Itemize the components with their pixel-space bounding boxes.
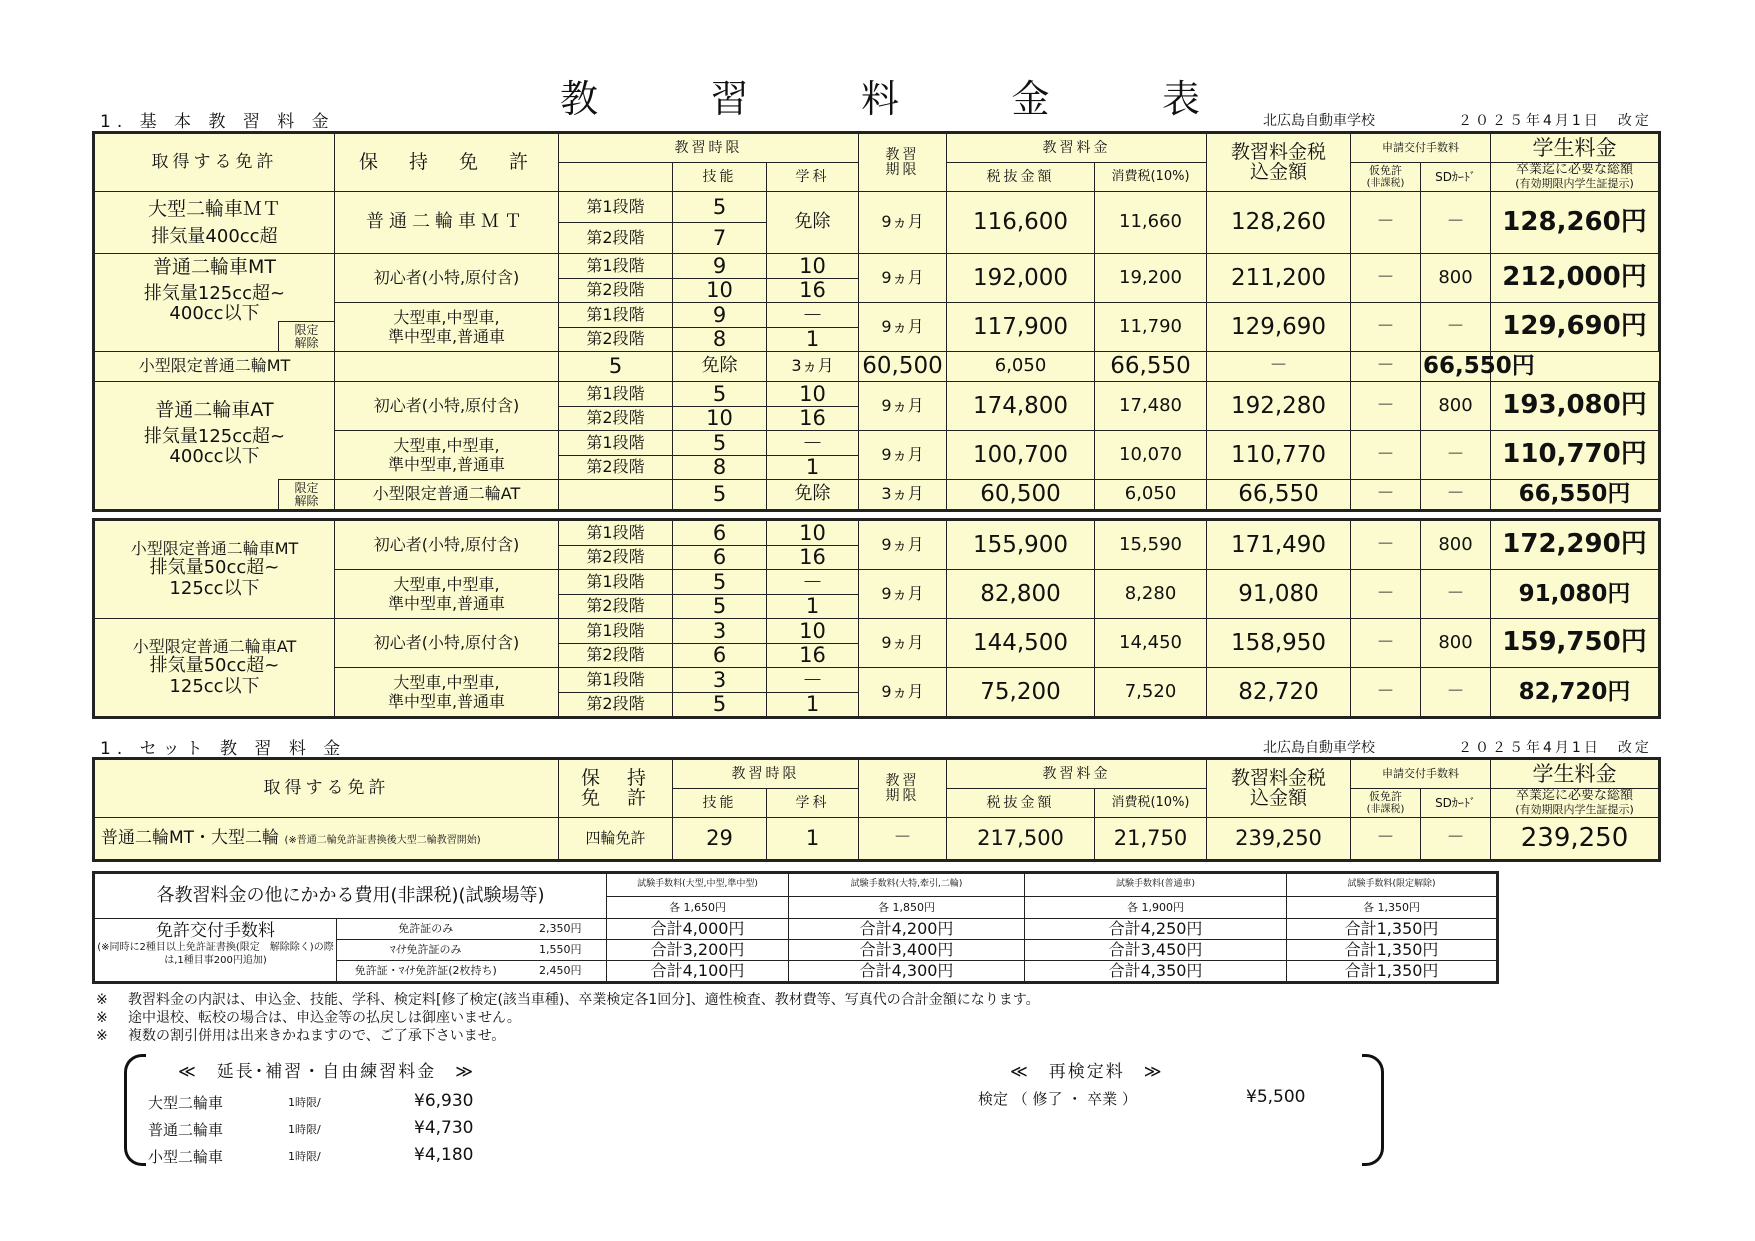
tax-incl: 110,770 [1207,431,1351,480]
stage-2: 第2段階 [559,223,673,254]
issue-fee-label: 免許交付手数料 [156,921,275,941]
note-mark: ※ [96,1028,108,1044]
held-license: 小型限定普通二輪MT [95,352,335,382]
exam-fee-name: 試験手数料(大型,中型,準中型) [607,874,789,897]
set-license-name: 普通二輪MT・大型二輪 [101,827,280,848]
license-cc: 400cc以下 [169,445,260,467]
header-fee: 教習料金 [947,760,1207,789]
stage-1: 第1段階 [559,254,673,279]
tax: 14,450 [1095,619,1207,668]
revision-date: ２０２５年4月1日 改定 [1458,113,1652,129]
temp-fee: － [1351,570,1421,619]
table-row [95,818,1659,860]
skill-hours: 8 [673,456,767,480]
academic-hours: － [767,431,859,456]
reexam-title: ≪ 再検定料 ≫ [1010,1062,1164,1082]
title-char: 習 [710,77,749,121]
right-bracket [1362,1054,1384,1166]
extension-title: ≪ 延長･補習・自由練習料金 ≫ [178,1062,476,1082]
skill-hours: 10 [673,279,767,303]
temp-fee: － [1207,352,1351,382]
header-held-license: 保 持 免 許 [559,760,673,818]
student-fee: 193,080円 [1491,382,1659,431]
license-kind: ﾏｲﾅ免許証のみ [337,940,515,961]
academic-exempt: 免除 [767,192,859,254]
temp-fee: － [1351,192,1421,254]
pre-tax: 144,500 [947,619,1095,668]
student-fee: 66,550円 [1421,352,1491,382]
student-fee: 91,080円 [1491,570,1659,619]
table-row [95,352,1659,382]
academic-hours: 1 [767,818,859,860]
stage-1: 第1段階 [559,431,673,456]
temp-fee: － [1351,480,1421,510]
header-academic: 学科 [767,789,859,818]
sd-fee: 800 [1421,521,1491,570]
skill-hours: 5 [673,431,767,456]
gentei-label: 限定解除 [278,321,334,351]
temp-fee: － [1351,254,1421,303]
tax: 19,200 [1095,254,1207,303]
table-row [95,521,1659,546]
note-text: 途中退校、転校の場合は、申込金等の払戻しは御座いません。 [128,1010,521,1026]
note-mark: ※ [96,1010,108,1026]
student-fee: 239,250 [1491,818,1659,860]
total-fee: 合計1,350円 [1287,940,1497,961]
tax: 10,070 [1095,431,1207,480]
held-license: 大型車,中型車, [393,574,500,594]
academic-exempt: 免除 [767,480,859,510]
sd-fee: 800 [1421,382,1491,431]
header-tax-incl: 教習料金税込金額 [1207,760,1351,818]
total-fee: 合計4,300円 [789,961,1025,982]
license-cc: 排気量125cc超~ [143,426,286,448]
total-fee: 合計3,200円 [607,940,789,961]
sd-fee: － [1421,192,1491,254]
note-mark: ※ [96,992,108,1008]
stage-1: 第1段階 [559,668,673,693]
header-academic: 学科 [767,163,859,192]
tax: 6,050 [947,352,1095,382]
stage-2: 第2段階 [559,279,673,303]
header-skill: 技能 [673,163,767,192]
header-non-taxable: (非課税) [1366,177,1405,189]
pre-tax: 75,200 [947,668,1095,717]
header-student-sub2: (有効期限内学生証提示) [1515,803,1634,817]
tax-incl: 171,490 [1207,521,1351,570]
period: 9ヵ月 [859,254,947,303]
stage-1: 第1段階 [559,382,673,407]
period: 3ヵ月 [859,480,947,510]
sd-fee: 800 [1421,619,1491,668]
header-issue-fee: 申請交付手数料 [1351,760,1491,789]
license-fee: 2,350円 [515,919,607,940]
period: 9ヵ月 [859,668,947,717]
tax-incl: 91,080 [1207,570,1351,619]
temp-fee: － [1351,668,1421,717]
skill-hours: 7 [673,223,767,254]
title-char: 表 [1161,77,1200,121]
license-cc: 排気量400cc超 [151,226,278,248]
ext-name: 普通二輪車 [148,1121,224,1139]
held-license: 準中型車,普通車 [387,455,506,474]
skill-hours: 6 [673,644,767,668]
ext-price: ¥4,730 [414,1118,474,1138]
total-fee: 合計4,350円 [1025,961,1287,982]
header-blank [559,163,673,192]
held-license: 初心者(小特,原付含) [335,254,559,303]
other-costs-table [94,873,1497,982]
list-item [148,1145,474,1167]
sd-fee: － [1421,668,1491,717]
sd-fee: 800 [1421,254,1491,303]
stage-1: 第1段階 [559,192,673,223]
school-name: 北広島自動車学校 [1263,113,1375,129]
tax-incl: 192,280 [1207,382,1351,431]
license-cc: 125cc以下 [169,577,260,599]
pre-tax: 100,700 [947,431,1095,480]
academic-hours: 10 [767,382,859,407]
title-char: 料 [860,77,899,121]
sd-fee: － [1351,352,1421,382]
tax: 11,660 [1095,192,1207,254]
stage-1: 第1段階 [559,619,673,644]
stage-2: 第2段階 [559,644,673,668]
stage-2: 第2段階 [559,595,673,619]
stage-2: 第2段階 [559,407,673,431]
student-fee: 129,690円 [1491,303,1659,352]
exam-fee-each: 各 1,900円 [1025,897,1287,919]
header-temp-license: 仮免許 [1369,790,1402,804]
academic-hours: 10 [767,254,859,279]
license-kind: 免許証・ﾏｲﾅ免許証(2枚持ち) [337,961,515,982]
total-fee: 合計4,200円 [789,919,1025,940]
reexam-label: 検定 （ 修了 ・ 卒業 ） [978,1090,1137,1108]
other-costs-title: 各教習料金の他にかかる費用(非課税)(試験場等) [95,874,607,919]
total-fee: 合計1,350円 [1287,961,1497,982]
academic-hours: 10 [767,521,859,546]
sd-fee: － [1421,431,1491,480]
ext-unit: 1時限/ [288,1150,321,1163]
total-fee: 合計4,250円 [1025,919,1287,940]
ext-name: 小型二輪車 [148,1148,224,1166]
skill-hours: 29 [673,818,767,860]
basic-fee-table [94,133,1659,510]
exam-fee-name: 試験手数料(大特,牽引,二輪) [789,874,1025,897]
skill-hours: 10 [673,407,767,431]
temp-fee: － [1351,431,1421,480]
table-row [95,619,1659,644]
student-fee: 66,550円 [1491,480,1659,510]
skill-hours: 5 [559,352,673,382]
stage-1: 第1段階 [559,521,673,546]
exam-fee-name: 試験手数料(限定解除) [1287,874,1497,897]
header-tax: 消費税(10%) [1095,163,1207,192]
pre-tax: 192,000 [947,254,1095,303]
table-row [95,382,1659,407]
student-fee: 82,720円 [1491,668,1659,717]
title-char: 教 [560,77,599,121]
license-name: 小型限定普通二輪車AT [132,636,297,656]
academic-hours: 16 [767,546,859,570]
held-license: 初心者(小特,原付含) [335,619,559,668]
total-fee: 合計4,100円 [607,961,789,982]
academic-hours: － [767,570,859,595]
tax: 17,480 [1095,382,1207,431]
license-cc: 排気量125cc超~ [143,283,286,305]
ext-unit: 1時限/ [288,1123,321,1136]
academic-hours: 16 [767,279,859,303]
basic-heading: 1. 基 本 教 習 料 金 [100,112,335,132]
tax-incl: 66,550 [1095,352,1207,382]
left-bracket [124,1054,146,1166]
held-license: 四輪免許 [559,818,673,860]
title-char: 金 [1011,77,1050,121]
ext-price: ¥4,180 [414,1145,474,1165]
pre-tax: 116,600 [947,192,1095,254]
academic-hours: 16 [767,644,859,668]
tax-incl: 129,690 [1207,303,1351,352]
pre-tax: 60,500 [859,352,947,382]
header-temp-license: 仮免許 [1369,164,1403,178]
tax: 15,590 [1095,521,1207,570]
sd-fee: － [1421,818,1491,860]
temp-fee: － [1351,818,1421,860]
held-license: 初心者(小特,原付含) [335,382,559,431]
skill-hours: 9 [673,254,767,279]
basic-fee-table-small [94,520,1659,717]
skill-hours: 6 [673,546,767,570]
note-text: 複数の割引併用は出来きかねますので、ご了承下さいませ。 [128,1028,506,1044]
period: 9ヵ月 [859,521,947,570]
header-license-to-get: 取得する免許 [95,134,335,192]
skill-hours: 3 [673,619,767,644]
held-license: 小型限定普通二輪AT [335,480,559,510]
note-line [96,1009,1040,1027]
ext-unit: 1時限/ [288,1096,321,1109]
academic-hours: － [767,303,859,328]
stage-blank [559,480,673,510]
ext-name: 大型二輪車 [148,1094,224,1112]
license-name: 普通二輪車AT [155,399,274,422]
tax: 11,790 [1095,303,1207,352]
ext-price: ¥6,930 [414,1091,474,1111]
header-period: 教習期限 [859,760,947,818]
tax-incl: 211,200 [1207,254,1351,303]
skill-hours: 9 [673,303,767,328]
pre-tax: 60,500 [947,480,1095,510]
stage-2: 第2段階 [559,546,673,570]
set-fee-table [94,759,1659,860]
header-student-fee: 学生料金 [1491,760,1659,789]
skill-hours: 5 [673,192,767,223]
sd-fee: － [1421,480,1491,510]
set-heading: 1. セット 教 習 料 金 [100,739,347,759]
license-fee: 1,550円 [515,940,607,961]
held-license: 普通二輪車ＭＴ [335,192,559,254]
license-fee: 2,450円 [515,961,607,982]
academic-hours: 1 [767,328,859,352]
header-sd-card: SDｶｰﾄﾞ [1421,789,1491,818]
temp-fee: － [1351,521,1421,570]
header-pre-tax: 税抜金額 [947,163,1095,192]
stage-blank [335,352,559,382]
exam-fee-each: 各 1,350円 [1287,897,1497,919]
stage-2: 第2段階 [559,328,673,352]
header-student-sub1: 卒業迄に必要な総額 [1516,162,1634,178]
skill-hours: 6 [673,521,767,546]
license-cc: 排気量50cc超~ [149,557,280,578]
table-row [95,919,1497,940]
list-item [148,1091,474,1113]
total-fee: 合計4,000円 [607,919,789,940]
header-sd-card: SDｶｰﾄﾞ [1421,163,1491,192]
header-non-taxable: (非課税) [1366,803,1405,815]
header-hours: 教習時限 [673,760,859,789]
set-license-note: (※普通二輪免許証書換後大型二輪教習開始) [284,834,481,846]
table-row [95,192,1659,223]
issue-fee-note: (※同時に2種目以上免許証書換(限定 解除除く)の際は,1種目事200円追加) [97,941,334,966]
school-name: 北広島自動車学校 [1263,740,1375,756]
skill-hours: 5 [673,480,767,510]
total-fee: 合計3,400円 [789,940,1025,961]
note-line [96,1027,1040,1045]
tax-incl: 239,250 [1207,818,1351,860]
header-student-sub2: (有効期限内学生証提示) [1515,177,1634,191]
pre-tax: 217,500 [947,818,1095,860]
table-row [95,254,1659,279]
held-license: 準中型車,普通車 [387,327,506,346]
tax-incl: 82,720 [1207,668,1351,717]
student-fee: 110,770円 [1491,431,1659,480]
header-period: 教習期限 [859,134,947,192]
skill-hours: 8 [673,328,767,352]
exam-fee-each: 各 1,850円 [789,897,1025,919]
student-fee: 172,290円 [1491,521,1659,570]
stage-1: 第1段階 [559,570,673,595]
student-fee: 159,750円 [1491,619,1659,668]
pre-tax: 174,800 [947,382,1095,431]
tax: 8,280 [1095,570,1207,619]
temp-fee: － [1351,382,1421,431]
held-license: 大型車,中型車, [393,435,500,455]
tax-incl: 158,950 [1207,619,1351,668]
skill-hours: 5 [673,570,767,595]
header-student-sub1: 卒業迄に必要な総額 [1515,788,1633,804]
note-line [96,991,1040,1009]
stage-2: 第2段階 [559,693,673,717]
gentei-label: 限定解除 [278,479,334,509]
period: 9ヵ月 [859,570,947,619]
period: 9ヵ月 [859,619,947,668]
academic-hours: 16 [767,407,859,431]
held-license: 準中型車,普通車 [387,594,506,613]
sd-fee: － [1421,570,1491,619]
academic-hours: 10 [767,619,859,644]
note-text: 教習料金の内訳は、申込金、技能、学科、検定料[修了検定(該当車種)、卒業検定各1回分]、適性検査、教材費等、写真代の合計金額になります。 [128,992,1040,1008]
license-name: 小型限定普通二輪車MT [130,538,299,558]
list-item [148,1118,474,1140]
period: 9ヵ月 [859,192,947,254]
license-kind: 免許証のみ [337,919,515,940]
tax-incl: 128,260 [1207,192,1351,254]
tax: 7,520 [1095,668,1207,717]
temp-fee: － [1351,303,1421,352]
academic-exempt: 免除 [673,352,767,382]
skill-hours: 3 [673,668,767,693]
held-license: 大型車,中型車, [393,307,500,327]
total-fee: 合計1,350円 [1287,919,1497,940]
held-license: 初心者(小特,原付含) [335,521,559,570]
exam-fee-each: 各 1,650円 [607,897,789,919]
header-skill: 技能 [673,789,767,818]
revision-date: ２０２５年4月1日 改定 [1458,740,1652,756]
academic-hours: 1 [767,693,859,717]
held-license: 準中型車,普通車 [387,692,506,711]
notes [96,991,1040,1045]
license-cc: 排気量50cc超~ [149,655,280,676]
period: 9ヵ月 [859,431,947,480]
header-hours: 教習時限 [559,134,859,163]
exam-fee-name: 試験手数料(普通車) [1025,874,1287,897]
header-tax: 消費税(10%) [1095,789,1207,818]
header-pre-tax: 税抜金額 [947,789,1095,818]
header-fee: 教習料金 [947,134,1207,163]
pre-tax: 155,900 [947,521,1095,570]
pre-tax: 117,900 [947,303,1095,352]
student-fee: 128,260円 [1491,192,1659,254]
academic-hours: 1 [767,595,859,619]
tax: 6,050 [1095,480,1207,510]
pre-tax: 82,800 [947,570,1095,619]
temp-fee: － [1351,619,1421,668]
license-cc: 125cc以下 [169,675,260,697]
held-license: 大型車,中型車, [393,672,500,692]
period: 9ヵ月 [859,303,947,352]
license-cc: 400cc以下 [169,302,260,324]
total-fee: 合計3,450円 [1025,940,1287,961]
skill-hours: 5 [673,595,767,619]
sd-fee: － [1421,303,1491,352]
header-issue-fee: 申請交付手数料 [1351,134,1491,163]
header-tax-incl: 教習料金税込金額 [1207,134,1351,192]
period: 3ヵ月 [767,352,859,382]
stage-1: 第1段階 [559,303,673,328]
period: 9ヵ月 [859,382,947,431]
page-title [560,68,1200,123]
period: － [859,818,947,860]
license-name: 大型二輪車ＭＴ [147,197,281,220]
tax-incl: 66,550 [1207,480,1351,510]
header-student-fee: 学生料金 [1491,134,1659,163]
license-name: 普通二輪車MT [153,256,276,279]
header-held-license: 保 持 免 許 [335,134,559,192]
academic-hours: － [767,668,859,693]
academic-hours: 1 [767,456,859,480]
tax: 21,750 [1095,818,1207,860]
stage-2: 第2段階 [559,456,673,480]
skill-hours: 5 [673,693,767,717]
reexam-price: ¥5,500 [1246,1087,1306,1107]
skill-hours: 5 [673,382,767,407]
student-fee: 212,000円 [1491,254,1659,303]
header-license-to-get: 取得する免許 [95,760,559,818]
